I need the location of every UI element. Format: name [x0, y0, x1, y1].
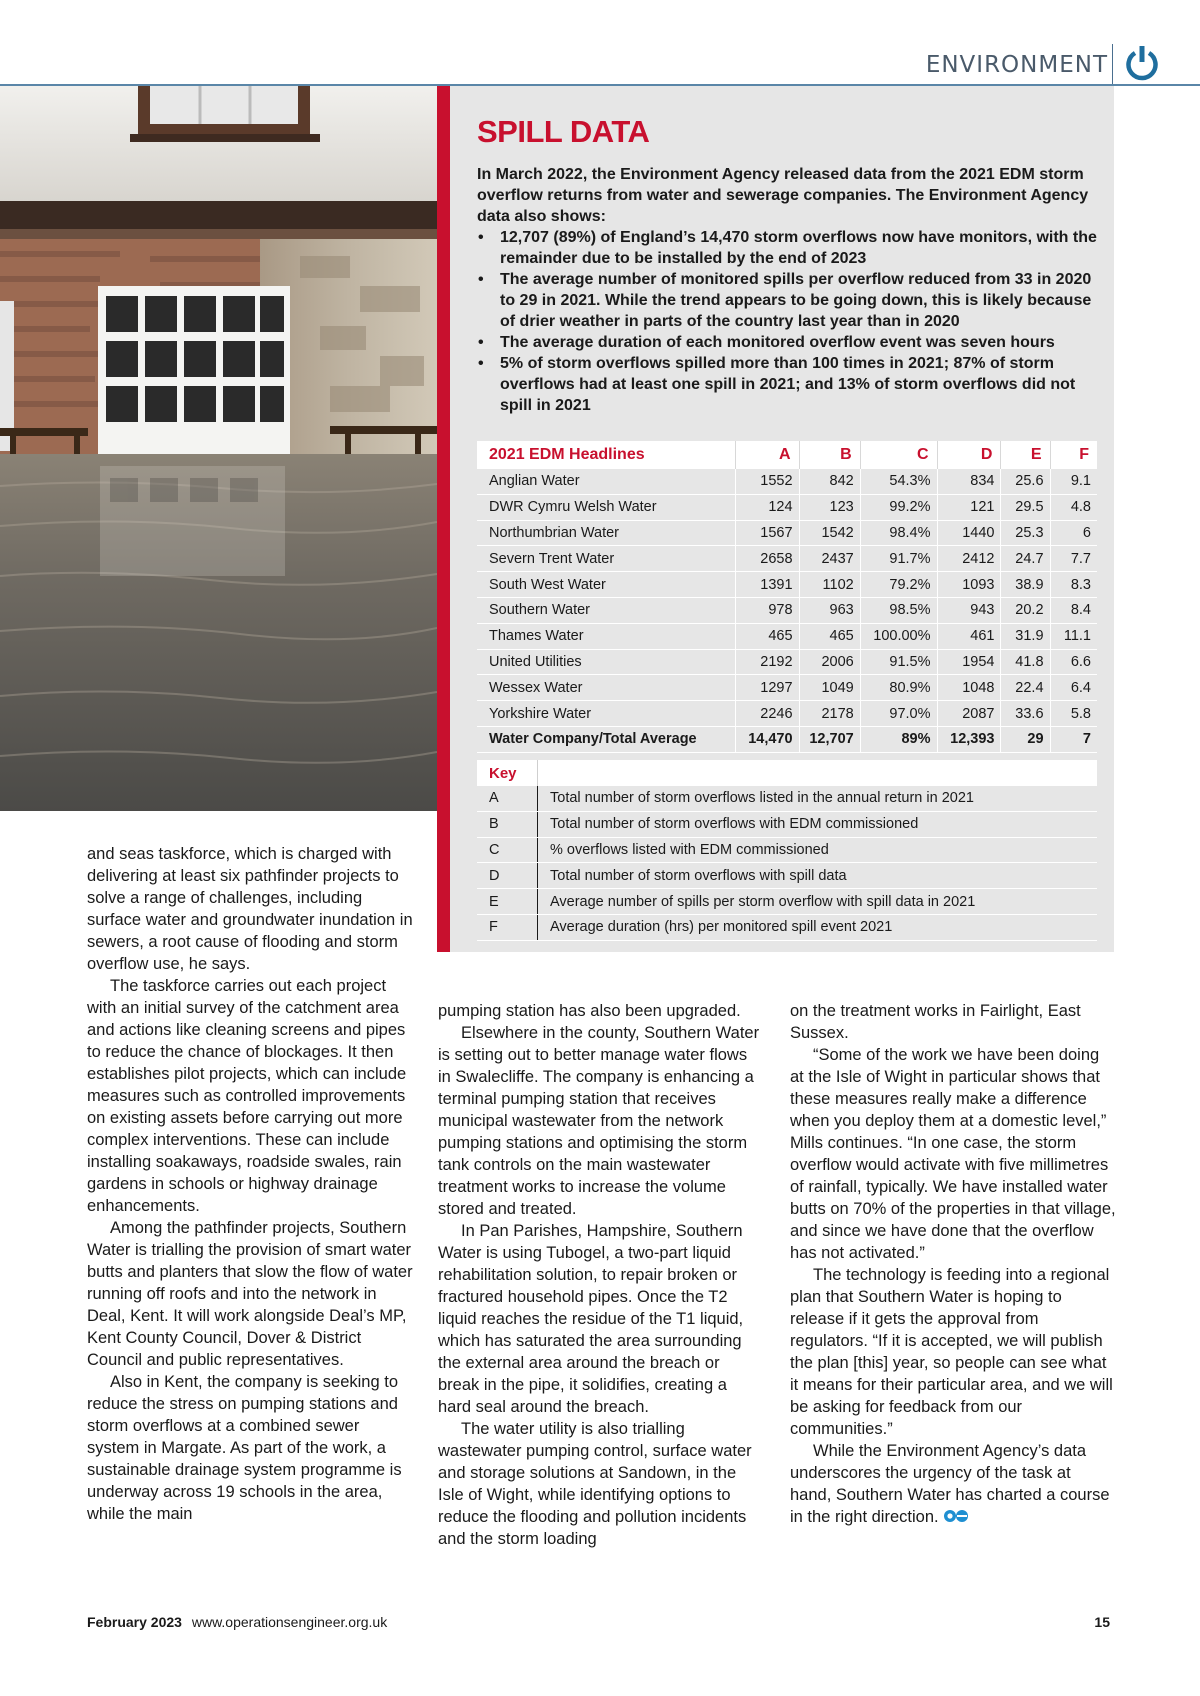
table-cell: Northumbrian Water: [477, 520, 735, 546]
table-cell: 38.9: [1001, 572, 1050, 598]
paragraph: pumping station has also been upgraded.: [438, 1002, 741, 1020]
table-cell: Water Company/Total Average: [477, 726, 735, 752]
table-cell: 1391: [735, 572, 799, 598]
table-cell: 1049: [799, 675, 860, 701]
table-cell: 89%: [860, 726, 937, 752]
table-row: [477, 546, 1097, 572]
table-cell: Southern Water: [477, 597, 735, 623]
table-cell: 25.3: [1001, 520, 1050, 546]
key-description: % overflows listed with EDM commissioned: [538, 837, 1098, 863]
bullet-item: • 5% of storm overflows spilled more than 100 times in 2021; 87% of storm overflows had at least one spill in 2021; and 13% of storm overflows did not spill in 2021: [477, 353, 1097, 416]
table-cell: 33.6: [1001, 701, 1050, 727]
key-row: [477, 863, 1097, 889]
key-letter: E: [477, 889, 538, 915]
panel-bullet-list: [477, 227, 1097, 416]
table-cell: Anglian Water: [477, 469, 735, 494]
section-label: ENVIRONMENT: [925, 52, 1108, 78]
table-row: [477, 597, 1097, 623]
table-cell: 12,707: [799, 726, 860, 752]
panel-accent-bar: [437, 86, 450, 952]
table-cell: 1093: [937, 572, 1001, 598]
table-cell: 2658: [735, 546, 799, 572]
paragraph: Among the pathfinder projects, Southern Water is trialling the provision of smart water butts and planters that slow the flow of water running off roofs and into the network in Deal, Kent. It will work alongside Deal’s MP, Kent County Council, Dover & District Council and public representatives.: [87, 1219, 413, 1369]
key-row: [477, 889, 1097, 915]
table-cell: 2178: [799, 701, 860, 727]
paragraph: Elsewhere in the county, Southern Water is setting out to better manage water flows in Swalecliffe. The company is enhancing a terminal pumping station that receives municipal wastewater from the network pumping stations and optimising the storm tank controls on the main wastewater treatment works to increase the volume stored and treated.: [438, 1024, 760, 1218]
key-header-blank: [538, 760, 1098, 786]
table-cell: 2412: [937, 546, 1001, 572]
footer-date: February 2023: [87, 1614, 182, 1630]
table-cell: 6: [1050, 520, 1097, 546]
key-description: Total number of storm overflows with EDM commissioned: [538, 811, 1098, 837]
table-cell: 1954: [937, 649, 1001, 675]
table-cell: 842: [799, 469, 860, 494]
table-cell: 41.8: [1001, 649, 1050, 675]
panel-intro: In March 2022, the Environment Agency released data from the 2021 EDM storm overflow returns from water and sewerage companies. The Environment Agency data also shows:: [477, 166, 1089, 225]
table-cell: 29: [1001, 726, 1050, 752]
table-cell: 978: [735, 597, 799, 623]
table-row: [477, 572, 1097, 598]
table-cell: 465: [735, 623, 799, 649]
table-cell: 80.9%: [860, 675, 937, 701]
paragraph: The technology is feeding into a regional plan that Southern Water is hoping to release if it gets the approval from regulators. “If it is accepted, we will publish the plan [this] year, so people can see what it means for their particular area, and we will be asking for feedback from our communities.”: [790, 1266, 1113, 1438]
table-row: [477, 623, 1097, 649]
table-cell: 1542: [799, 520, 860, 546]
table-cell: 1440: [937, 520, 1001, 546]
key-row: [477, 786, 1097, 811]
key-header-row: [477, 760, 1097, 786]
table-cell: 963: [799, 597, 860, 623]
paragraph: on the treatment works in Fairlight, East Sussex.: [790, 1002, 1081, 1042]
key-letter: C: [477, 837, 538, 863]
bullet-item: • The average number of monitored spills per overflow reduced from 33 in 2020 to 29 in 2021. While the trend appears to be going down, this is likely because of drier weather in parts of the country last year than in 2020: [477, 269, 1097, 332]
table-cell: 2087: [937, 701, 1001, 727]
table-cell: 2192: [735, 649, 799, 675]
body-column-2: [438, 1000, 764, 1550]
table-cell: Thames Water: [477, 623, 735, 649]
table-cell: 25.6: [1001, 469, 1050, 494]
table-cell: DWR Cymru Welsh Water: [477, 494, 735, 520]
table-cell: 79.2%: [860, 572, 937, 598]
table-cell: South West Water: [477, 572, 735, 598]
table-row: [477, 675, 1097, 701]
table-row: [477, 469, 1097, 494]
panel-title: SPILL DATA: [477, 114, 650, 149]
page-number: 15: [1094, 1614, 1110, 1630]
paragraph: The water utility is also trialling wastewater pumping control, surface water and storage solutions at Sandown, in the Isle of Wight, while identifying options to reduce the flooding and pollution incidents and the storm loading: [438, 1420, 752, 1548]
key-description: Average duration (hrs) per monitored spill event 2021: [538, 914, 1098, 940]
table-cell: 12,393: [937, 726, 1001, 752]
table-cell: 31.9: [1001, 623, 1050, 649]
table-header-row: [477, 441, 1097, 469]
table-cell: 99.2%: [860, 494, 937, 520]
oe-endmark-icon: [943, 1508, 969, 1524]
body-column-1: [87, 843, 413, 1525]
key-row: [477, 811, 1097, 837]
table-header-cell: F: [1050, 441, 1097, 469]
table-header-cell: E: [1001, 441, 1050, 469]
paragraph: “Some of the work we have been doing at the Isle of Wight in particular shows that these measures really make a difference when you deploy them at a domestic level,” Mills continues. “In one case, the storm overflow would activate with five millimetres of rainfall, typically. We have installed water butts on 70% of the properties in that village, and since we have done that the overflow has not activated.”: [790, 1046, 1116, 1262]
table-cell: 2246: [735, 701, 799, 727]
bullet-item: • The average duration of each monitored overflow event was seven hours: [477, 332, 1097, 353]
table-row: [477, 520, 1097, 546]
table-cell: 7.7: [1050, 546, 1097, 572]
table-cell: 54.3%: [860, 469, 937, 494]
table-cell: 8.4: [1050, 597, 1097, 623]
table-cell: 14,470: [735, 726, 799, 752]
table-cell: 1048: [937, 675, 1001, 701]
header-divider: [1112, 44, 1113, 84]
key-table: [477, 760, 1097, 941]
footer: [87, 1614, 387, 1630]
paragraph: Also in Kent, the company is seeking to reduce the stress on pumping stations and storm overflows at a combined sewer system in Margate. As part of the work, a sustainable drainage system programme is underway across 19 schools in the area, while the main: [87, 1373, 402, 1523]
key-letter: A: [477, 786, 538, 811]
table-cell: 1102: [799, 572, 860, 598]
paragraph: While the Environment Agency’s data underscores the urgency of the task at hand, Southern Water has charted a course in the right direction.: [790, 1442, 1110, 1526]
table-cell: 97.0%: [860, 701, 937, 727]
paragraph-with-endmark: [790, 1440, 1116, 1528]
edm-headlines-table: [477, 441, 1097, 753]
table-cell: 22.4: [1001, 675, 1050, 701]
table-cell: 2006: [799, 649, 860, 675]
key-letter: D: [477, 863, 538, 889]
table-cell: 1297: [735, 675, 799, 701]
table-header-cell: D: [937, 441, 1001, 469]
table-total-row: [477, 726, 1097, 752]
flood-photo: [0, 86, 437, 811]
table-cell: 1567: [735, 520, 799, 546]
table-cell: Yorkshire Water: [477, 701, 735, 727]
table-cell: 1552: [735, 469, 799, 494]
table-cell: 98.5%: [860, 597, 937, 623]
table-cell: Wessex Water: [477, 675, 735, 701]
table-cell: 9.1: [1050, 469, 1097, 494]
table-cell: 461: [937, 623, 1001, 649]
key-row: [477, 914, 1097, 940]
table-cell: 834: [937, 469, 1001, 494]
table-cell: 91.7%: [860, 546, 937, 572]
table-cell: 5.8: [1050, 701, 1097, 727]
table-cell: 100.00%: [860, 623, 937, 649]
table-cell: 121: [937, 494, 1001, 520]
bullet-item: • 12,707 (89%) of England’s 14,470 storm overflows now have monitors, with the remainder due to be installed by the end of 2023: [477, 227, 1097, 269]
power-icon: [1124, 44, 1160, 82]
table-row: [477, 494, 1097, 520]
table-cell: Severn Trent Water: [477, 546, 735, 572]
table-cell: 24.7: [1001, 546, 1050, 572]
body-column-3: [790, 1000, 1116, 1528]
key-title: Key: [477, 760, 538, 786]
paragraph: In Pan Parishes, Hampshire, Southern Water is using Tubogel, a two-part liquid rehabilitation solution, to repair broken or fractured household pipes. Once the T2 liquid reaches the residue of the T1 liquid, which has saturated the area surrounding the external area around the breach or break in the pipe, it solidifies, creating a hard seal around the breach.: [438, 1222, 744, 1416]
table-cell: 2437: [799, 546, 860, 572]
table-cell: 124: [735, 494, 799, 520]
table-row: [477, 649, 1097, 675]
table-header-cell: B: [799, 441, 860, 469]
table-cell: 4.8: [1050, 494, 1097, 520]
table-cell: 943: [937, 597, 1001, 623]
table-cell: 8.3: [1050, 572, 1097, 598]
footer-url[interactable]: www.operationsengineer.org.uk: [191, 1614, 388, 1630]
key-description: Total number of storm overflows listed in the annual return in 2021: [538, 786, 1098, 811]
paragraph: and seas taskforce, which is charged with delivering at least six pathfinder projects to solve a range of challenges, including surface water and groundwater inundation in sewers, a root cause of flooding and storm overflow use, he says.: [87, 845, 413, 973]
table-cell: 29.5: [1001, 494, 1050, 520]
key-letter: F: [477, 914, 538, 940]
table-header-cell: C: [860, 441, 937, 469]
table-cell: 6.4: [1050, 675, 1097, 701]
table-cell: 91.5%: [860, 649, 937, 675]
key-description: Total number of storm overflows with spill data: [538, 863, 1098, 889]
table-row: [477, 701, 1097, 727]
table-cell: 6.6: [1050, 649, 1097, 675]
table-header-cell: A: [735, 441, 799, 469]
table-cell: United Utilities: [477, 649, 735, 675]
key-row: [477, 837, 1097, 863]
table-cell: 11.1: [1050, 623, 1097, 649]
table-cell: 98.4%: [860, 520, 937, 546]
table-header-cell: 2021 EDM Headlines: [477, 441, 735, 469]
table-cell: 7: [1050, 726, 1097, 752]
key-description: Average number of spills per storm overflow with spill data in 2021: [538, 889, 1098, 915]
table-cell: 465: [799, 623, 860, 649]
table-cell: 123: [799, 494, 860, 520]
table-cell: 20.2: [1001, 597, 1050, 623]
key-letter: B: [477, 811, 538, 837]
paragraph: The taskforce carries out each project with an initial survey of the catchment area and actions like cleaning screens and pipes to reduce the chance of blockages. It then establishes pilot projects, which can include measures such as controlled improvements on existing assets before carrying out more complex interventions. These can include installing soakaways, roadside swales, rain gardens in schools or highway drainage enhancements.: [87, 977, 407, 1215]
